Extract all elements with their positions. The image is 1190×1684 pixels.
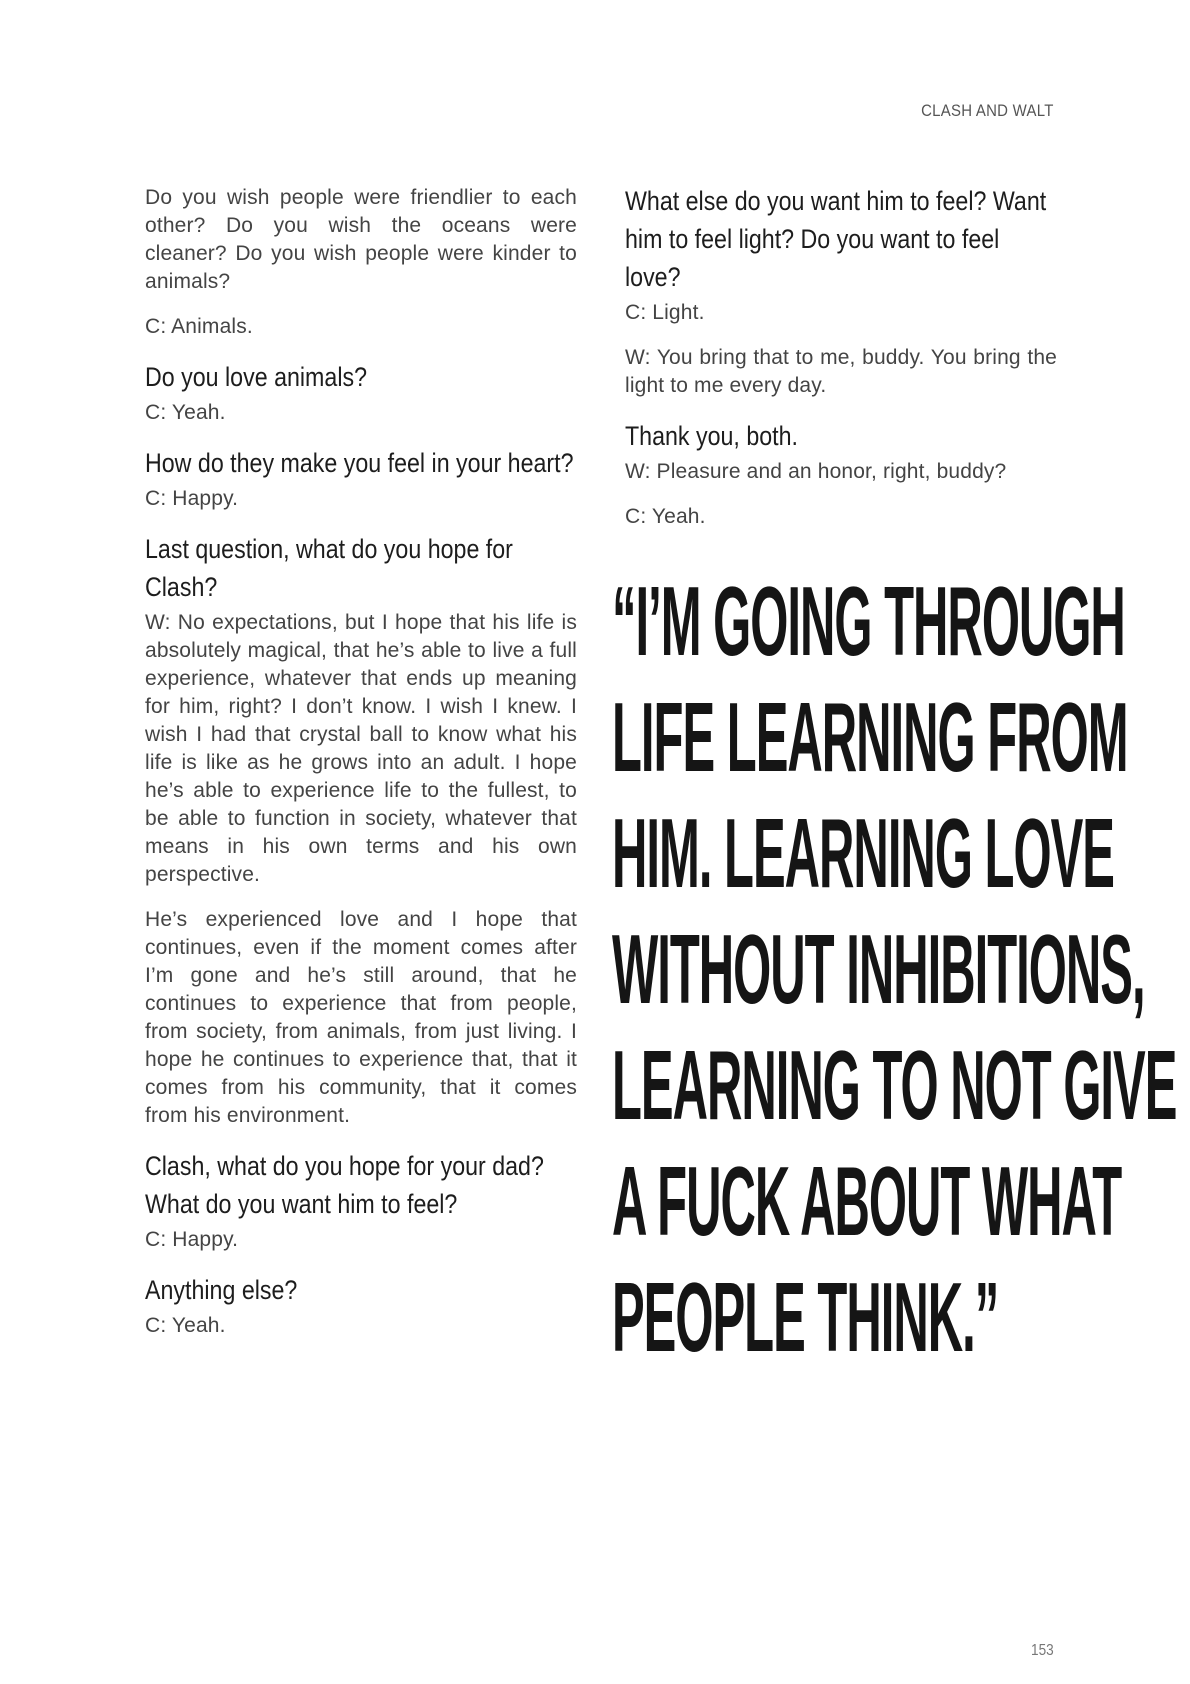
right-column [625, 186, 1057, 548]
question-heading: Anything else? [145, 1275, 298, 1305]
pull-quote-line: WITHOUT INHIBITIONS, [612, 914, 1145, 1024]
pull-quote [612, 563, 1177, 1375]
question-heading: Last question, what do you hope for Clash? [145, 534, 513, 602]
question-heading: Thank you, both. [625, 421, 798, 451]
answer-text: C: Light. [625, 301, 705, 324]
answer-text: W: Pleasure and an honor, right, buddy? [625, 460, 1007, 483]
answer-text: W: You bring that to me, buddy. You bring the light to me every day. [625, 346, 1057, 397]
running-head: CLASH AND WALT [921, 101, 1054, 120]
answer-text: C: Yeah. [625, 505, 706, 528]
question-heading: Do you love animals? [145, 362, 368, 392]
question-heading: What else do you want him to feel? Want him to feel light? Do you want to feel love? [625, 186, 1047, 292]
pull-quote-line: LEARNING TO NOT GIVE [612, 1030, 1177, 1140]
pull-quote-line: PEOPLE THINK.” [612, 1262, 999, 1372]
pull-quote-line: “I’M GOING THROUGH [612, 566, 1125, 676]
answer-text: Do you wish people were friendlier to each other? Do you wish the oceans were cleaner? Do you wish people were kinder to animals? [145, 186, 577, 293]
pull-quote-line: HIM. LEARNING LOVE [612, 798, 1114, 908]
question-heading: Clash, what do you hope for your dad? What do you want him to feel? [145, 1151, 544, 1219]
answer-text: He’s experienced love and I hope that continues, even if the moment comes after I’m gone and he’s still around, that he continues to experience that from people, from society, from animals, from just living. I hope he continues to experience that, that it comes from his community, that it comes from his environment. [145, 908, 577, 1127]
left-column [145, 186, 577, 1357]
answer-text: C: Animals. [145, 315, 253, 338]
answer-text: C: Yeah. [145, 1314, 226, 1337]
pull-quote-line: LIFE LEARNING FROM [612, 682, 1128, 792]
page-number: 153 [1031, 1642, 1054, 1659]
answer-text: W: No expectations, but I hope that his life is absolutely magical, that he’s able to live a full experience, whatever that ends up meaning for him, right? I don’t know. I wish I knew. I wish I had that crystal ball to know what his life is like as he grows into an adult. I hope he’s able to experience life to the fullest, to be able to function in society, whatever that means in his own terms and his own perspective. [145, 611, 577, 886]
answer-text: C: Yeah. [145, 401, 226, 424]
answer-text: C: Happy. [145, 487, 239, 510]
pull-quote-line: A FUCK ABOUT WHAT [612, 1146, 1122, 1256]
question-heading: How do they make you feel in your heart? [145, 448, 574, 478]
answer-text: C: Happy. [145, 1228, 239, 1251]
